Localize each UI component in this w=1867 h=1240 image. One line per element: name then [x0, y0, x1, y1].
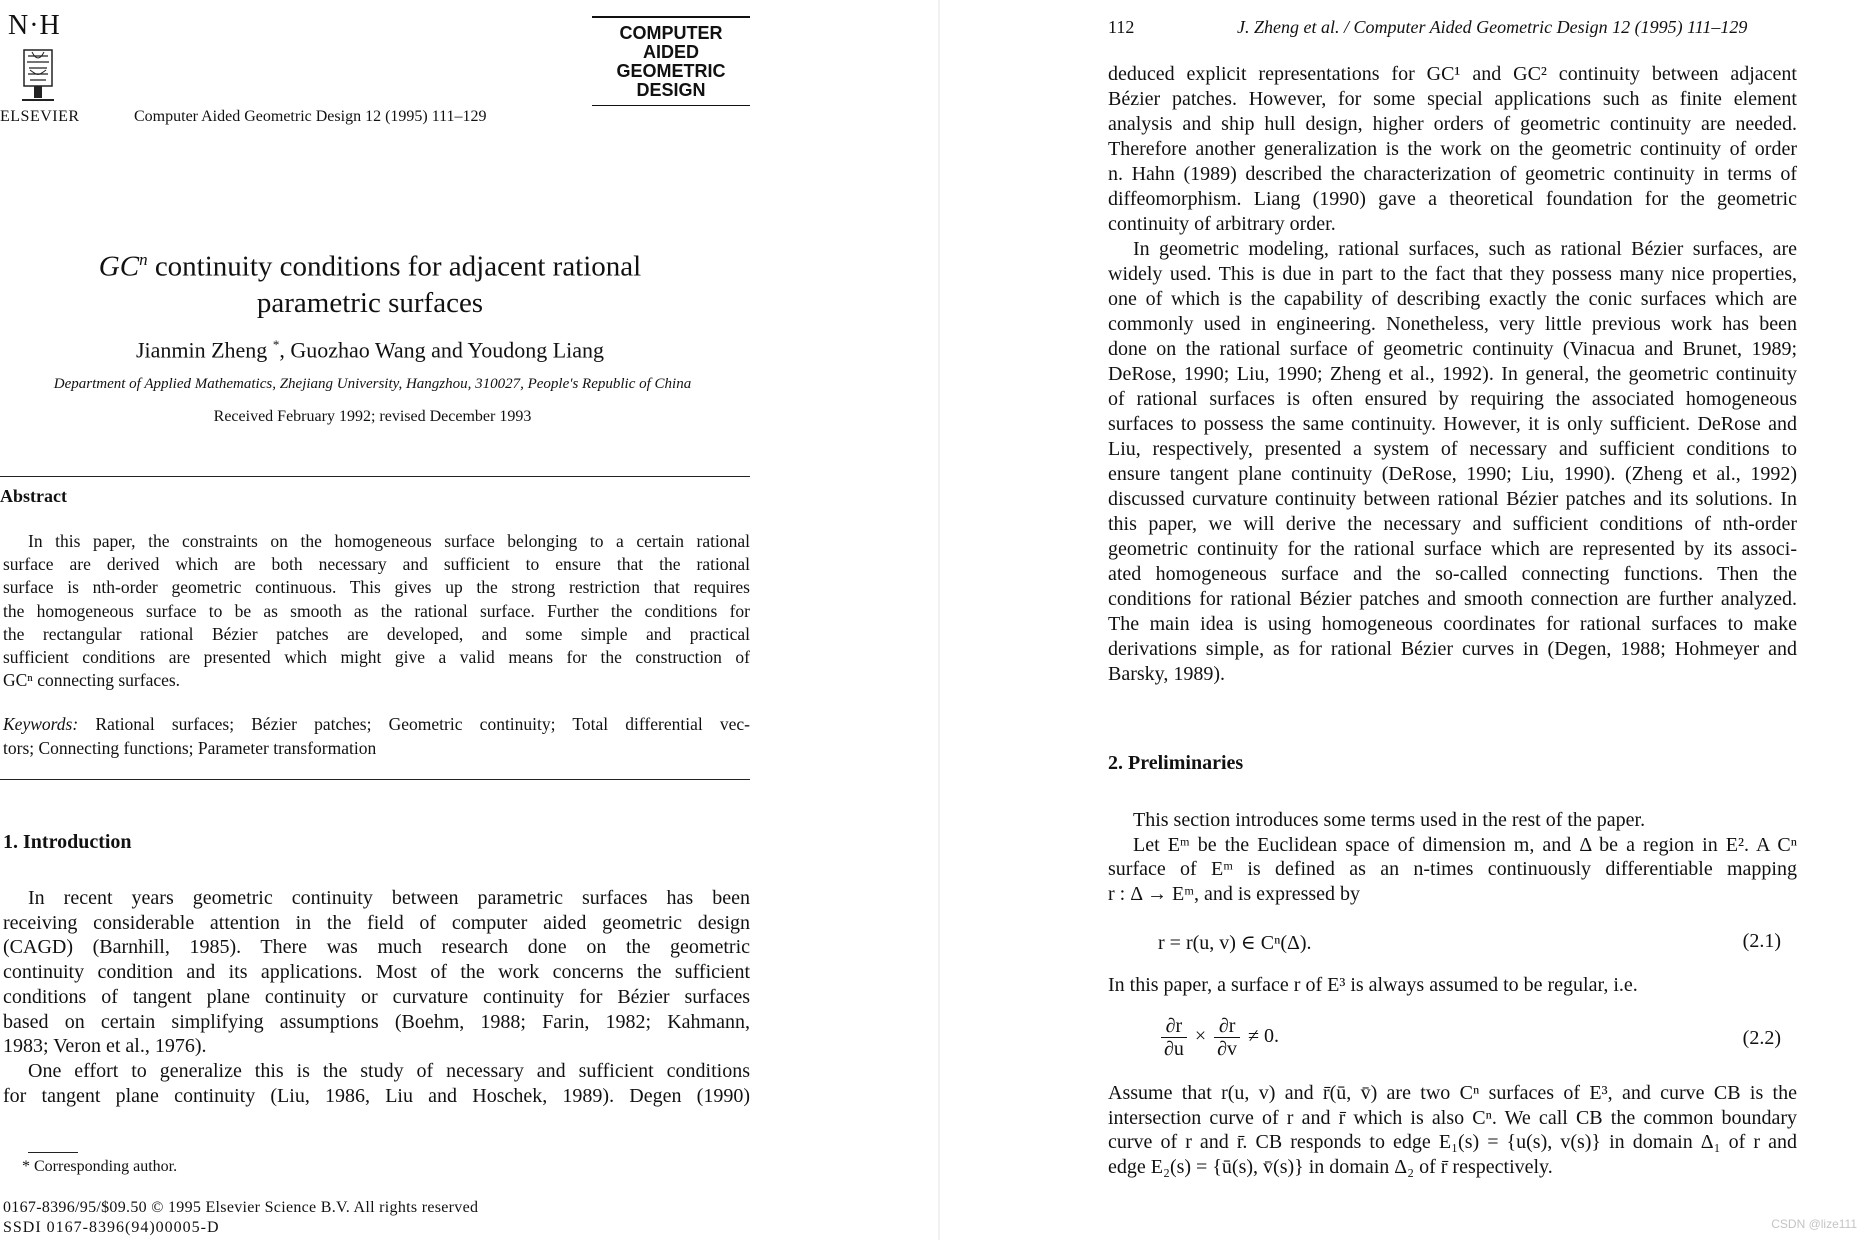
abstract-line: the homogeneous surface to be as smooth as the rational surface. Further the conditions for — [3, 600, 750, 621]
body-line: this paper, we will derive the necessary and sufficient conditions of nth-order — [1108, 513, 1797, 535]
body-line: Let Eᵐ be the Euclidean space of dimension m, and Δ be a region in E². A Cⁿ — [1133, 833, 1797, 856]
brand-line: GEOMETRIC — [616, 61, 726, 81]
authors — [40, 337, 700, 363]
intro-line: 1983; Veron et al., 1976). — [3, 1035, 207, 1058]
preliminaries-heading: 2. Preliminaries — [1108, 752, 1244, 774]
body-line: In geometric modeling, rational surfaces, such as rational Bézier surfaces, are — [1133, 238, 1797, 260]
divider — [0, 779, 750, 780]
intro-line: receiving considerable attention in the field of computer aided geometric design — [3, 911, 750, 934]
keywords-label: Keywords: — [3, 714, 79, 734]
intro-line: (CAGD) (Barnhill, 1985). There was much research done on the geometric — [3, 936, 750, 959]
assumption-text — [1108, 1081, 1797, 1180]
page-number: 112 — [1108, 17, 1135, 37]
abstract-heading: Abstract — [0, 486, 67, 506]
body-line: of rational surfaces is often ensured by requiring the associated homogeneous — [1108, 388, 1797, 410]
body-line: surfaces to possess the same continuity. However, it is only sufficient. DeRose and — [1108, 413, 1797, 435]
publisher-name: ELSEVIER — [0, 108, 80, 125]
fraction — [1214, 1015, 1240, 1060]
body-line: DeRose, 1990; Liu, 1990; Zheng et al., 1992). In general, the geometric continuity — [1108, 363, 1797, 385]
intro-continued — [1108, 62, 1797, 687]
title-line1: continuity conditions for adjacent rational — [147, 250, 642, 283]
intro-line: In recent years geometric continuity between parametric surfaces has been — [28, 887, 750, 909]
body-line: conditions for rational Bézier patches and smooth connection are further analyzed. — [1108, 588, 1797, 610]
body-line: discussed curvature continuity between rational Bézier patches and its solutions. In — [1108, 488, 1797, 510]
body-line: Liu, respectively, presented a system of necessary and sufficient conditions to — [1108, 438, 1797, 460]
fraction — [1161, 1015, 1187, 1060]
body-line: Barsky, 1989). — [1108, 663, 1226, 685]
keywords — [3, 713, 750, 760]
body-line: n. Hahn (1989) described the characterization of geometric continuity in terms of — [1108, 163, 1797, 185]
fraction-numerator: ∂r — [1214, 1015, 1240, 1038]
equation-number: (2.1) — [1742, 930, 1781, 952]
affiliation: Department of Applied Mathematics, Zhejiang University, Hangzhou, 310027, People's Republic of China — [53, 376, 692, 392]
body-line: deduced explicit representations for GC¹ and GC² continuity between adjacent — [1108, 63, 1797, 85]
introduction-heading: 1. Introduction — [3, 831, 132, 853]
regular-statement: In this paper, a surface r of E³ is always assumed to be regular, i.e. — [1108, 974, 1638, 996]
equation-2-2 — [1158, 1015, 1279, 1060]
intro-line: One effort to generalize this is the study of necessary and sufficient conditions — [28, 1059, 750, 1082]
body-line: Therefore another generalization is the work on the geometric continuity of order — [1108, 138, 1797, 160]
body-line: analysis and ship hull design, higher orders of geometric continuity are needed. — [1108, 113, 1797, 135]
title-superscript: n — [139, 250, 148, 269]
brand-line: DESIGN — [636, 80, 706, 100]
fraction-denominator: ∂u — [1164, 1038, 1184, 1060]
body-line: done on the rational surface of geometric continuity (Vinacua and Brunet, 1989; — [1108, 338, 1797, 360]
body-line: surface of Eᵐ is defined as an n-times continuously differentiable mapping — [1108, 858, 1797, 881]
body-line: continuity of arbitrary order. — [1108, 213, 1336, 235]
intro-line: based on certain simplifying assumptions (Boehm, 1988; Farin, 1982; Kahmann, — [3, 1010, 750, 1033]
running-head: J. Zheng et al. / Computer Aided Geometric Design 12 (1995) 111–129 — [1237, 17, 1748, 37]
body-line: r : Δ → Eᵐ, and is expressed by — [1108, 883, 1361, 906]
author-first: Jianmin Zheng — [135, 337, 268, 363]
abstract-line: In this paper, the constraints on the homogeneous surface belonging to a certain rational — [28, 531, 750, 551]
abstract-line: GCⁿ connecting surfaces. — [3, 670, 181, 691]
body-line: intersection curve of r and r̄ which is also Cⁿ. We call CB the common boundary — [1108, 1106, 1797, 1129]
ssdi: SSDI 0167-8396(94)00005-D — [3, 1219, 220, 1236]
journal-reference: Computer Aided Geometric Design 12 (1995) 111–129 — [134, 108, 487, 125]
keywords-line: Rational surfaces; Bézier patches; Geometric continuity; Total differential vec- — [95, 714, 751, 734]
body-line: curve of r and r̄. CB responds to edge E₁(s) = {u(s), v(s)} in domain Δ₁ of r and — [1108, 1131, 1797, 1154]
title-line2: parametric surfaces — [256, 286, 484, 319]
abstract-line: the rectangular rational Bézier patches are developed, and some simple and practical — [3, 623, 750, 644]
footnote-rule — [28, 1152, 78, 1153]
brand-line: COMPUTER — [619, 23, 723, 43]
body-line: edge E₂(s) = {ū(s), v̄(s)} in domain Δ₂ of r̄ respectively. — [1108, 1156, 1553, 1179]
paper-title — [60, 242, 680, 321]
body-line: widely used. This is due in part to the fact that they possess many nice properties, — [1108, 263, 1797, 285]
keywords-line: tors; Connecting functions; Parameter transformation — [3, 737, 377, 758]
body-line: one of which is the capability of describing exactly the conic surfaces which are — [1108, 288, 1797, 310]
abstract-line: surface are derived which are both necessary and sufficient to ensure that the rational — [3, 554, 750, 575]
watermark: CSDN @lize111 — [1771, 1217, 1857, 1231]
abstract-line: surface is nth-order geometric continuous. This gives up the strong restriction that requires — [3, 577, 750, 598]
footnote: * Corresponding author. — [22, 1158, 178, 1175]
right-page — [940, 0, 1867, 1240]
body-line: geometric continuity for the rational surface which are represented by its associ- — [1108, 538, 1797, 560]
elsevier-tree-icon — [12, 46, 62, 102]
abstract-text — [3, 530, 750, 692]
body-line: Bézier patches. However, for some special applications such as finite element — [1108, 88, 1797, 110]
author-rest: , Guozhao Wang and Youdong Liang — [279, 337, 605, 363]
author-mark: * — [272, 337, 280, 352]
equation-rest: ≠ 0. — [1248, 1025, 1280, 1048]
body-line: derivations simple, as for rational Bézier curves in (Degen, 1988; Hohmeyer and — [1108, 638, 1797, 660]
copyright: 0167-8396/95/$09.50 © 1995 Elsevier Science B.V. All rights reserved — [3, 1199, 479, 1216]
received-date: Received February 1992; revised December 1993 — [213, 408, 532, 425]
equation-2-1: r = r(u, v) ∈ Cⁿ(Δ). — [1158, 932, 1312, 954]
equation-number: (2.2) — [1742, 1027, 1781, 1049]
fraction-numerator: ∂r — [1161, 1015, 1187, 1038]
preliminaries-text — [1108, 808, 1797, 907]
intro-line: conditions of tangent plane continuity or curvature continuity for Bézier surfaces — [3, 985, 750, 1008]
body-line: The main idea is using homogeneous coordinates for rational surfaces to make — [1108, 613, 1797, 635]
intro-line: continuity condition and its applications. Most of the work concerns the sufficient — [3, 961, 750, 984]
body-line: diffeomorphism. Liang (1990) gave a theoretical foundation for the geometric — [1108, 188, 1797, 210]
cross-operator: × — [1194, 1025, 1207, 1048]
body-line: ated homogeneous surface and the so-called connecting functions. Then the — [1108, 563, 1797, 585]
abstract-line: sufficient conditions are presented which might give a valid means for the construction of — [3, 647, 750, 668]
journal-brand — [592, 16, 750, 112]
title-symbol: GC — [98, 250, 140, 283]
intro-line: for tangent plane continuity (Liu, 1986, Liu and Hoschek, 1989). Degen (1990) — [3, 1084, 750, 1107]
body-line: commonly used in engineering. Nonetheless, very little previous work has been — [1108, 313, 1797, 335]
divider — [0, 476, 750, 477]
brand-line: AIDED — [642, 42, 699, 62]
body-line: ensure tangent plane continuity (DeRose, 1990; Liu, 1990). (Zheng et al., 1992) — [1108, 463, 1797, 485]
introduction-text — [3, 886, 750, 1108]
publisher-logo-text: N·H — [8, 10, 61, 41]
body-line: This section introduces some terms used in the rest of the paper. — [1133, 809, 1646, 831]
fraction-denominator: ∂v — [1217, 1038, 1238, 1060]
body-line: Assume that r(u, v) and r̄(ū, v̄) are two Cⁿ surfaces of E³, and curve CB is the — [1108, 1082, 1797, 1104]
